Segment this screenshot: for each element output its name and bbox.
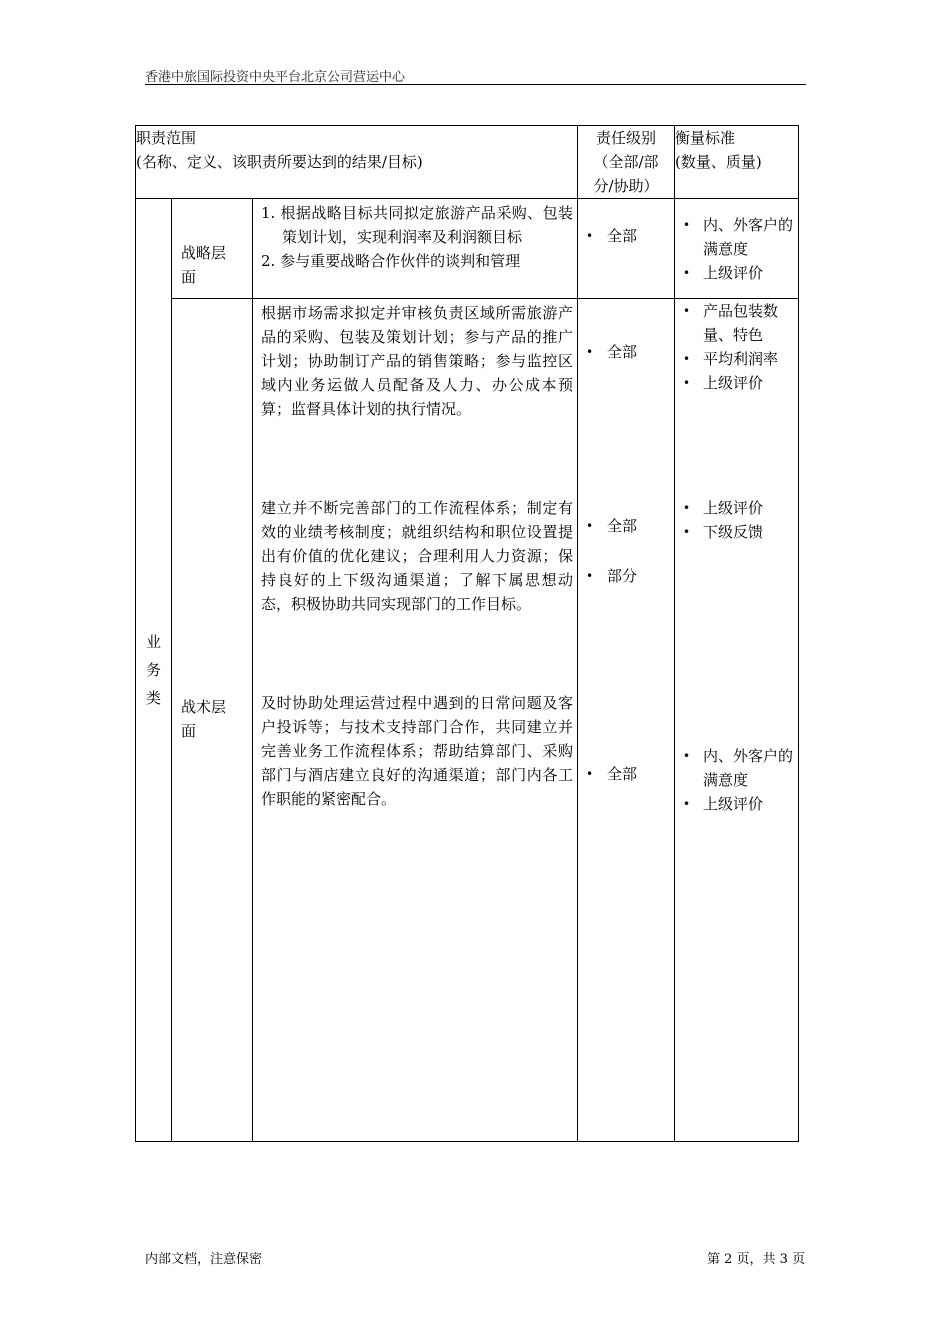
tactical-level-3: • 全部 xyxy=(578,762,674,786)
strategic-item: 1. 根据战略目标共同拟定旅游产品采购、包装策划计划，实现利润率及利润额目标 xyxy=(261,204,573,246)
tactical-label-line1: 战术层 xyxy=(181,698,227,716)
tactical-standard-2: • 上级评价 xyxy=(675,496,798,520)
category-char: 类 xyxy=(145,689,161,707)
tactical-level-2b: • 部分 xyxy=(578,564,674,588)
header-divider xyxy=(145,84,806,85)
level-title: 责任级别 xyxy=(595,129,656,147)
category-char: 业 xyxy=(145,633,161,651)
tactical-standard-3: • 上级评价 xyxy=(675,792,798,816)
tactical-paragraph-1: 根据市场需求拟定并审核负责区域所需旅游产品的采购、包装及策划计划；参与产品的推广计划；协助制订产品的销售策略；参与监控区域内业务运做人员配备及人力、办公成本预算；监督具体计划的执行情况。 xyxy=(261,304,573,418)
level-subtitle-2: 分/协助） xyxy=(593,177,659,195)
strategic-standard: • 内、外客户的满意度 xyxy=(675,213,798,261)
strategic-description-cell xyxy=(253,199,578,299)
strategic-label-line1: 战略层 xyxy=(181,244,227,262)
tactical-standard-1: • 平均利润率 xyxy=(675,347,798,371)
level-subtitle-1: （全部/部 xyxy=(593,153,659,171)
strategic-label-line2: 面 xyxy=(181,268,197,286)
category-char: 务 xyxy=(145,661,161,679)
header-scope-cell xyxy=(136,126,578,199)
table-header-row xyxy=(136,126,799,199)
page-header: 香港中旅国际投资中央平台北京公司营运中心 xyxy=(145,70,406,85)
tactical-paragraph-3: 及时协助处理运营过程中遇到的日常问题及客户投诉等；与技术支持部门合作，共同建立并完善业务工作流程体系；帮助结算部门、采购部门与酒店建立良好的沟通渠道；部门内各工作职能的紧密配合。 xyxy=(261,694,573,808)
category-cell xyxy=(136,199,172,1142)
standard-subtitle: (数量、质量) xyxy=(675,153,762,171)
scope-subtitle: (名称、定义、该职责所要达到的结果/目标) xyxy=(136,153,423,171)
tactical-level-1: • 全部 xyxy=(578,340,674,364)
footer-page-number: 第 2 页，共 3 页 xyxy=(707,1252,806,1267)
strategic-item: 2. 参与重要战略合作伙伴的谈判和管理 xyxy=(261,252,521,270)
strategic-standard-cell xyxy=(675,199,799,299)
tactical-standard-cell xyxy=(675,299,799,1142)
strategic-level-cell xyxy=(578,199,675,299)
strategic-items xyxy=(261,201,573,273)
strategic-row xyxy=(136,199,799,299)
header-level-cell xyxy=(578,126,675,199)
scope-title: 职责范围 xyxy=(136,129,197,147)
tactical-standard-2: • 下级反馈 xyxy=(675,520,798,544)
tactical-description-cell xyxy=(253,299,578,1142)
tactical-standard-3: • 内、外客户的满意度 xyxy=(675,744,798,792)
strategic-level: • 全部 xyxy=(578,224,674,248)
duty-table xyxy=(135,125,799,1142)
header-standard-cell xyxy=(675,126,799,199)
footer-confidential: 内部文档，注意保密 xyxy=(145,1252,263,1267)
tactical-label-line2: 面 xyxy=(181,722,197,740)
tactical-standard-1: • 产品包装数量、特色 xyxy=(675,299,798,347)
tactical-level-2a: • 全部 xyxy=(578,514,674,538)
tactical-level-cell xyxy=(578,299,675,1142)
strategic-standard: • 上级评价 xyxy=(675,261,798,285)
tactical-standard-1: • 上级评价 xyxy=(675,371,798,395)
tactical-label-cell xyxy=(172,299,253,1142)
standard-title: 衡量标准 xyxy=(675,129,736,147)
tactical-paragraph-2: 建立并不断完善部门的工作流程体系；制定有效的业绩考核制度；就组织结构和职位设置提出有价值的优化建议；合理利用人力资源；保持良好的上下级沟通渠道；了解下属思想动态，积极协助共同实现部门的工作目标。 xyxy=(261,499,573,613)
strategic-label-cell xyxy=(172,199,253,299)
tactical-row xyxy=(136,299,799,1142)
